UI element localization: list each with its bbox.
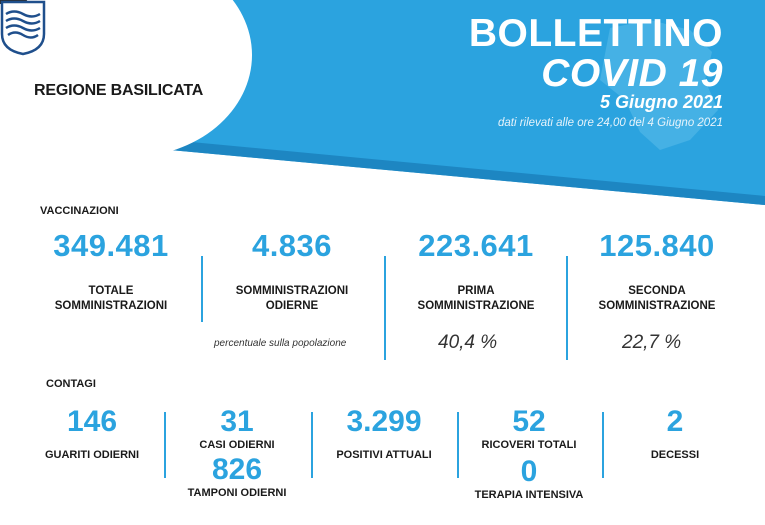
bulletin-subtitle: COVID 19	[541, 52, 723, 95]
divider	[566, 256, 568, 360]
stat-value: 349.481	[53, 228, 169, 263]
stat-value: 3.299	[346, 405, 422, 438]
divider	[457, 412, 459, 478]
stat-label: CASI ODIERNI	[199, 439, 275, 451]
stat-value: 0	[520, 455, 538, 488]
region-name: REGIONE BASILICATA	[34, 82, 204, 99]
stat-value: 146	[66, 405, 118, 438]
stat-label: RICOVERI TOTALI	[481, 439, 577, 451]
stat-value: 223.641	[418, 228, 534, 263]
stat-label: SOMMINISTRAZIONE	[417, 300, 535, 312]
cases-today-stat	[172, 405, 302, 451]
deaths-stat	[610, 405, 740, 461]
first-dose-stat	[390, 228, 562, 314]
percentage-note: percentuale sulla popolazione	[214, 338, 347, 349]
stat-value: 31	[220, 405, 254, 438]
stat-value: 125.840	[599, 228, 715, 263]
stat-value: 4.836	[251, 228, 333, 263]
divider	[311, 412, 313, 478]
total-administrations-stat	[28, 228, 194, 314]
bulletin-title: BOLLETTINO	[468, 12, 723, 55]
bulletin-date: 5 Giugno 2021	[599, 92, 723, 112]
recovered-today-stat	[28, 405, 156, 461]
second-dose-percentage: 22,7 %	[622, 332, 682, 353]
infections-section-label: CONTAGI	[46, 378, 96, 390]
divider	[384, 256, 386, 360]
current-positives-stat	[318, 405, 450, 461]
divider	[201, 256, 203, 322]
stat-label: SECONDA	[628, 285, 686, 297]
first-dose-percentage: 40,4 %	[438, 332, 498, 353]
today-administrations-stat	[207, 228, 377, 314]
stat-label: TERAPIA INTENSIVA	[474, 489, 584, 501]
stat-label: PRIMA	[457, 285, 495, 297]
stat-value: 826	[211, 453, 263, 486]
stat-label: GUARITI ODIERNI	[44, 449, 140, 461]
stat-label: ODIERNE	[265, 300, 319, 312]
stat-label: TAMPONI ODIERNI	[187, 487, 287, 499]
header-banner	[0, 0, 765, 210]
stat-label: SOMMINISTRAZIONI	[235, 285, 349, 297]
stat-label: POSITIVI ATTUALI	[336, 449, 432, 461]
region-emblem-icon	[0, 0, 46, 56]
divider	[602, 412, 604, 478]
stat-label: SOMMINISTRAZIONI	[54, 300, 168, 312]
stat-value: 2	[666, 405, 684, 438]
swabs-today-stat	[172, 453, 302, 499]
data-collection-note: dati rilevati alle ore 24,00 del 4 Giugno 2021	[497, 117, 723, 129]
vaccinations-section-label: VACCINAZIONI	[40, 205, 119, 217]
divider	[164, 412, 166, 478]
stat-label: DECESSI	[650, 449, 700, 461]
second-dose-stat	[572, 228, 742, 314]
stat-label: SOMMINISTRAZIONE	[598, 300, 716, 312]
total-hospitalizations-stat	[464, 405, 594, 451]
stat-label: TOTALE	[88, 285, 134, 297]
intensive-care-stat	[464, 455, 594, 501]
stat-value: 52	[512, 405, 546, 438]
